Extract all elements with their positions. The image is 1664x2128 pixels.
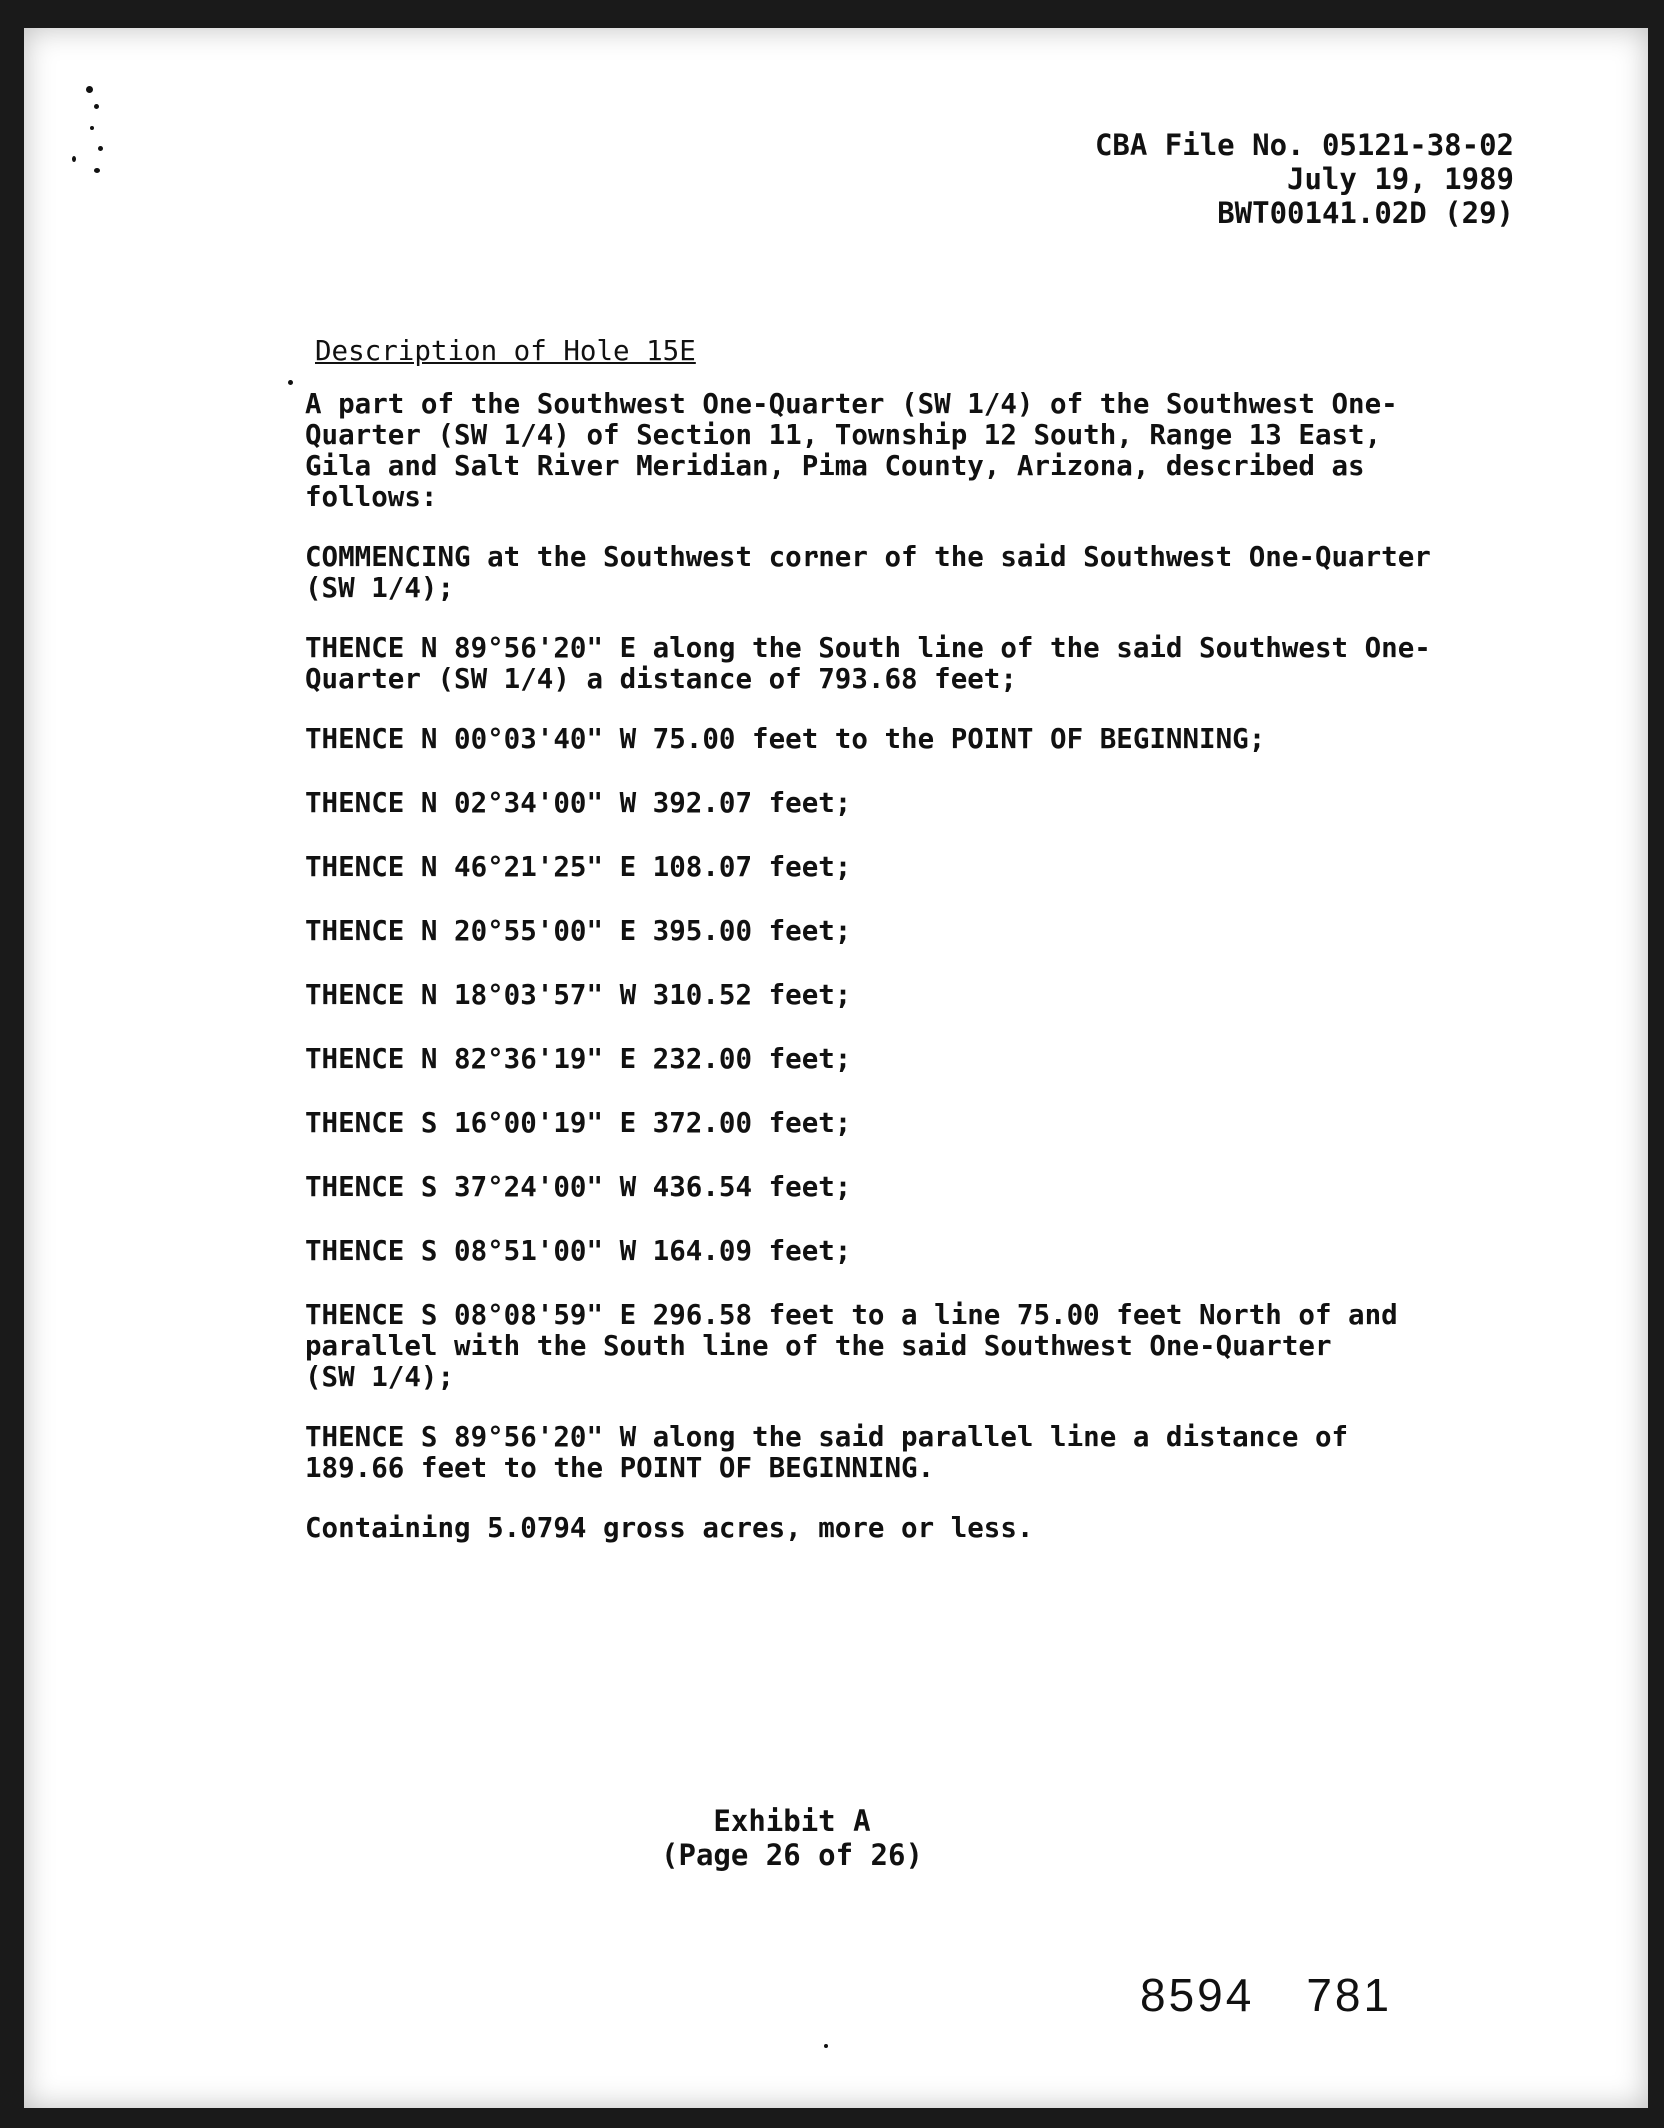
scan-speck (824, 2044, 828, 2048)
scan-speck (90, 126, 94, 130)
course-paragraph: THENCE S 16°00'19" E 372.00 feet; (305, 1107, 852, 1139)
document-code: BWT00141.02D (29) (1217, 196, 1514, 230)
book-page-number: 781 (1306, 1969, 1393, 2021)
course-paragraph: THENCE N 46°21'25" E 108.07 feet; (305, 851, 852, 883)
document-date: July 19, 1989 (1287, 162, 1514, 196)
page-indicator: (Page 26 of 26) (661, 1838, 923, 1872)
scan-speck (288, 380, 293, 385)
acreage-statement: Containing 5.0794 gross acres, more or less. (305, 1512, 1034, 1544)
scan-speck (94, 104, 99, 109)
course-paragraph: THENCE S 37°24'00" W 436.54 feet; (305, 1171, 852, 1203)
course-paragraph: THENCE N 20°55'00" E 395.00 feet; (305, 915, 852, 947)
recording-number (1140, 1968, 1444, 2022)
legal-description (305, 336, 1455, 1573)
commencing-paragraph: COMMENCING at the Southwest corner of the said Southwest One-Quarter (SW 1/4); (305, 541, 1431, 604)
file-number: CBA File No. 05121-38-02 (1094, 128, 1514, 162)
course-paragraph: THENCE S 08°08'59" E 296.58 feet to a line 75.00 feet North of and parallel with the South line of the said Southwest One-Quarter (SW 1/4); (305, 1299, 1398, 1393)
course-paragraph: THENCE N 02°34'00" W 392.07 feet; (305, 787, 852, 819)
course-paragraph: THENCE N 82°36'19" E 232.00 feet; (305, 1043, 852, 1075)
scan-speck (86, 86, 93, 93)
intro-paragraph: A part of the Southwest One-Quarter (SW 1/4) of the Southwest One- Quarter (SW 1/4) of Section 11, Township 12 South, Range 13 East, Gila and Salt River Meridian, Pima County, Arizona, described as follows: (305, 388, 1398, 513)
closing-course-paragraph: THENCE S 89°56'20" W along the said parallel line a distance of 189.66 feet to the POINT OF BEGINNING. (305, 1421, 1349, 1484)
course-paragraph: THENCE N 00°03'40" W 75.00 feet to the POINT OF BEGINNING; (305, 723, 1266, 755)
description-title: Description of Hole 15E (315, 335, 696, 367)
scan-speck (94, 168, 100, 173)
exhibit-label: Exhibit A (713, 1804, 871, 1838)
course-paragraph: THENCE S 08°51'00" W 164.09 feet; (305, 1235, 852, 1267)
scan-speck (98, 146, 103, 151)
exhibit-footer (0, 1804, 1664, 1872)
scan-speck (72, 156, 76, 162)
document-header (1095, 128, 1514, 230)
course-paragraph: THENCE N 18°03'57" W 310.52 feet; (305, 979, 852, 1011)
book-number: 8594 (1140, 1969, 1255, 2021)
course-paragraph: THENCE N 89°56'20" E along the South line of the said Southwest One- Quarter (SW 1/4) a distance of 793.68 feet; (305, 632, 1431, 695)
